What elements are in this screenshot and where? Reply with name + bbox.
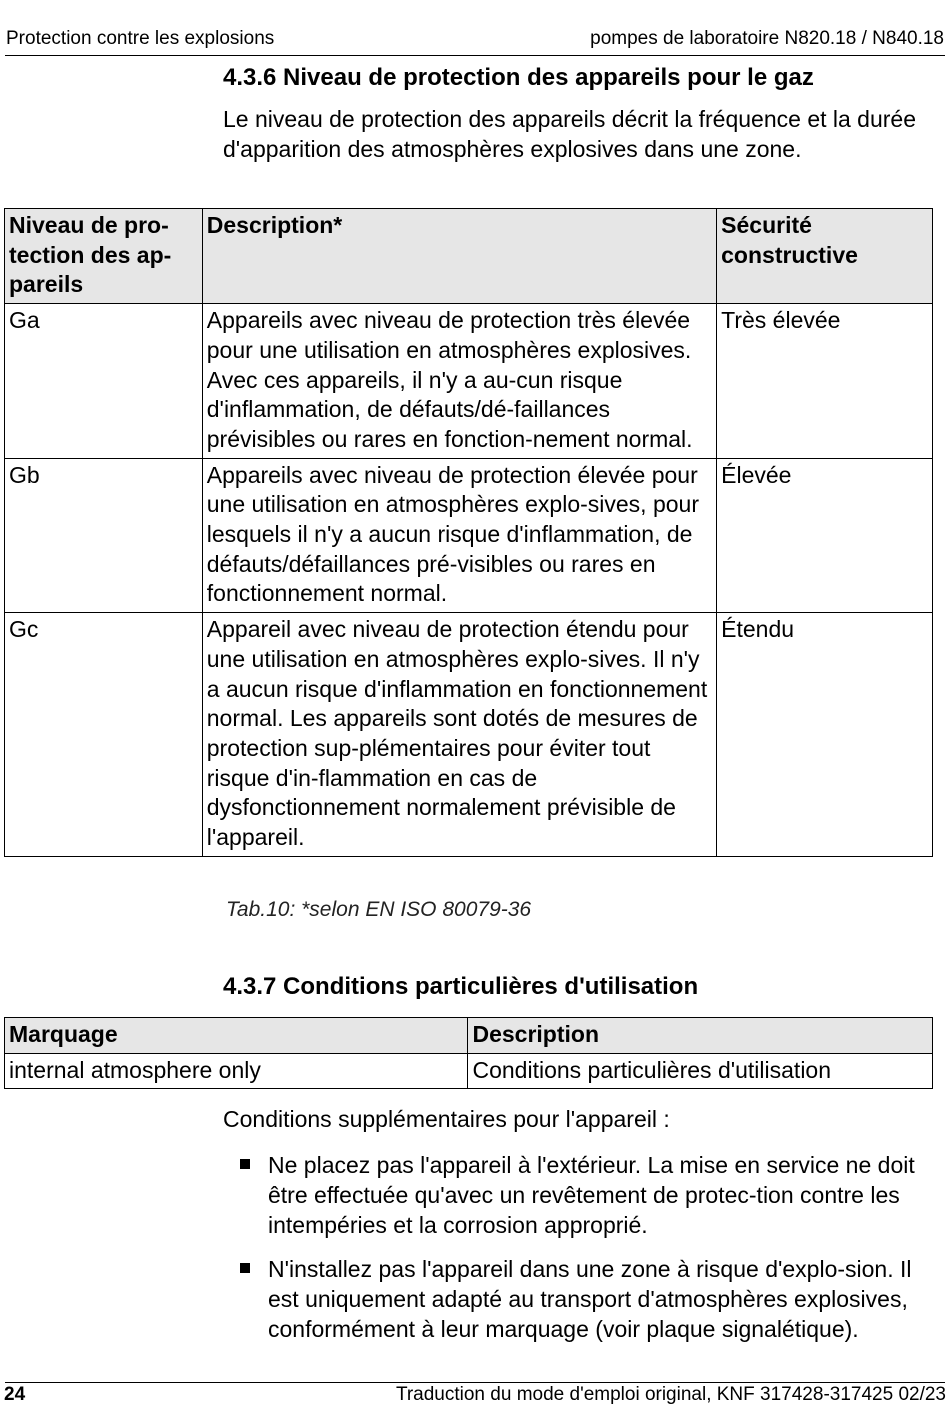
column-header-level: Niveau de pro-tection des ap-pareils [5,209,203,304]
description-cell: Appareils avec niveau de protection élevée pour une utilisation en atmosphères explo-sives, pour lesquels il n'y a aucun risque d'inflammation, de défauts/défaillances pré-visibles ou rares en fonctionnement normal. [202,458,716,613]
column-header-description: Description [468,1018,933,1054]
header-divider [5,55,945,56]
security-cell: Étendu [717,613,933,857]
page-footer [4,1384,946,1406]
table-row [5,304,933,459]
conditions-list [238,1150,938,1358]
column-header-security: Sécurité constructive [717,209,933,304]
footer-document-reference: Traduction du mode d'emploi original, KNF 317428-317425 02/23 [395,1384,946,1405]
level-cell: Ga [5,304,203,459]
table-header-row [5,209,933,304]
footer-divider [5,1382,945,1383]
list-item-text: Ne placez pas l'appareil à l'extérieur. La mise en service ne doit être effectuée qu'avec un revêtement de protec-tion contre les intempéries et la corrosion approprié. [268,1152,915,1238]
header-section-name: Protection contre les explosions [6,28,275,49]
marking-cell: internal atmosphere only [5,1053,468,1089]
description-cell: Appareils avec niveau de protection très élevée pour une utilisation en atmosphères explosives. Avec ces appareils, il n'y a au-cun risque d'inflammation, de défauts/dé-faillances prévisibles ou rares en fonction-nement normal. [202,304,716,459]
security-cell: Très élevée [717,304,933,459]
security-cell: Élevée [717,458,933,613]
table-row [5,1053,933,1089]
list-item [238,1150,938,1240]
section-title-device-protection: 4.3.6 Niveau de protection des appareils pour le gaz [223,64,814,91]
list-item-text: N'installez pas l'appareil dans une zone à risque d'explo-sion. Il est uniquement adapté au transport d'atmosphères explosives, conformément à leur marquage (voir plaque signalétique). [268,1256,912,1342]
section-intro: Le niveau de protection des appareils décrit la fréquence et la durée d'apparition des atmosphères explosives dans une zone. [223,106,917,162]
list-item [238,1254,938,1344]
page-header [6,28,944,50]
section-title-special-conditions: 4.3.7 Conditions particulières d'utilisation [223,973,699,1000]
marking-table [4,1017,933,1089]
level-cell: Gc [5,613,203,857]
protection-level-table [4,208,933,857]
table-header-row [5,1018,933,1054]
square-bullet-icon [240,1263,250,1273]
conditions-intro: Conditions supplémentaires pour l'appareil : [223,1106,670,1132]
header-product-name: pompes de laboratoire N820.18 / N840.18 [590,28,944,49]
square-bullet-icon [240,1159,250,1169]
description-cell: Conditions particulières d'utilisation [468,1053,933,1089]
page-number: 24 [4,1384,26,1405]
table-caption: Tab.10: *selon EN ISO 80079-36 [226,898,532,921]
description-cell: Appareil avec niveau de protection étendu pour une utilisation en atmosphères explo-sives. Il n'y a aucun risque d'inflammation en fonctionnement normal. Les appareils sont dotés de mesures de protection sup-plémentaires pour éviter tout risque d'in-flammation en cas de dysfonctionnement normalement prévisible de l'appareil. [202,613,716,857]
table-row [5,613,933,857]
table-row [5,458,933,613]
column-header-marking: Marquage [5,1018,468,1054]
level-cell: Gb [5,458,203,613]
column-header-description: Description* [202,209,716,304]
